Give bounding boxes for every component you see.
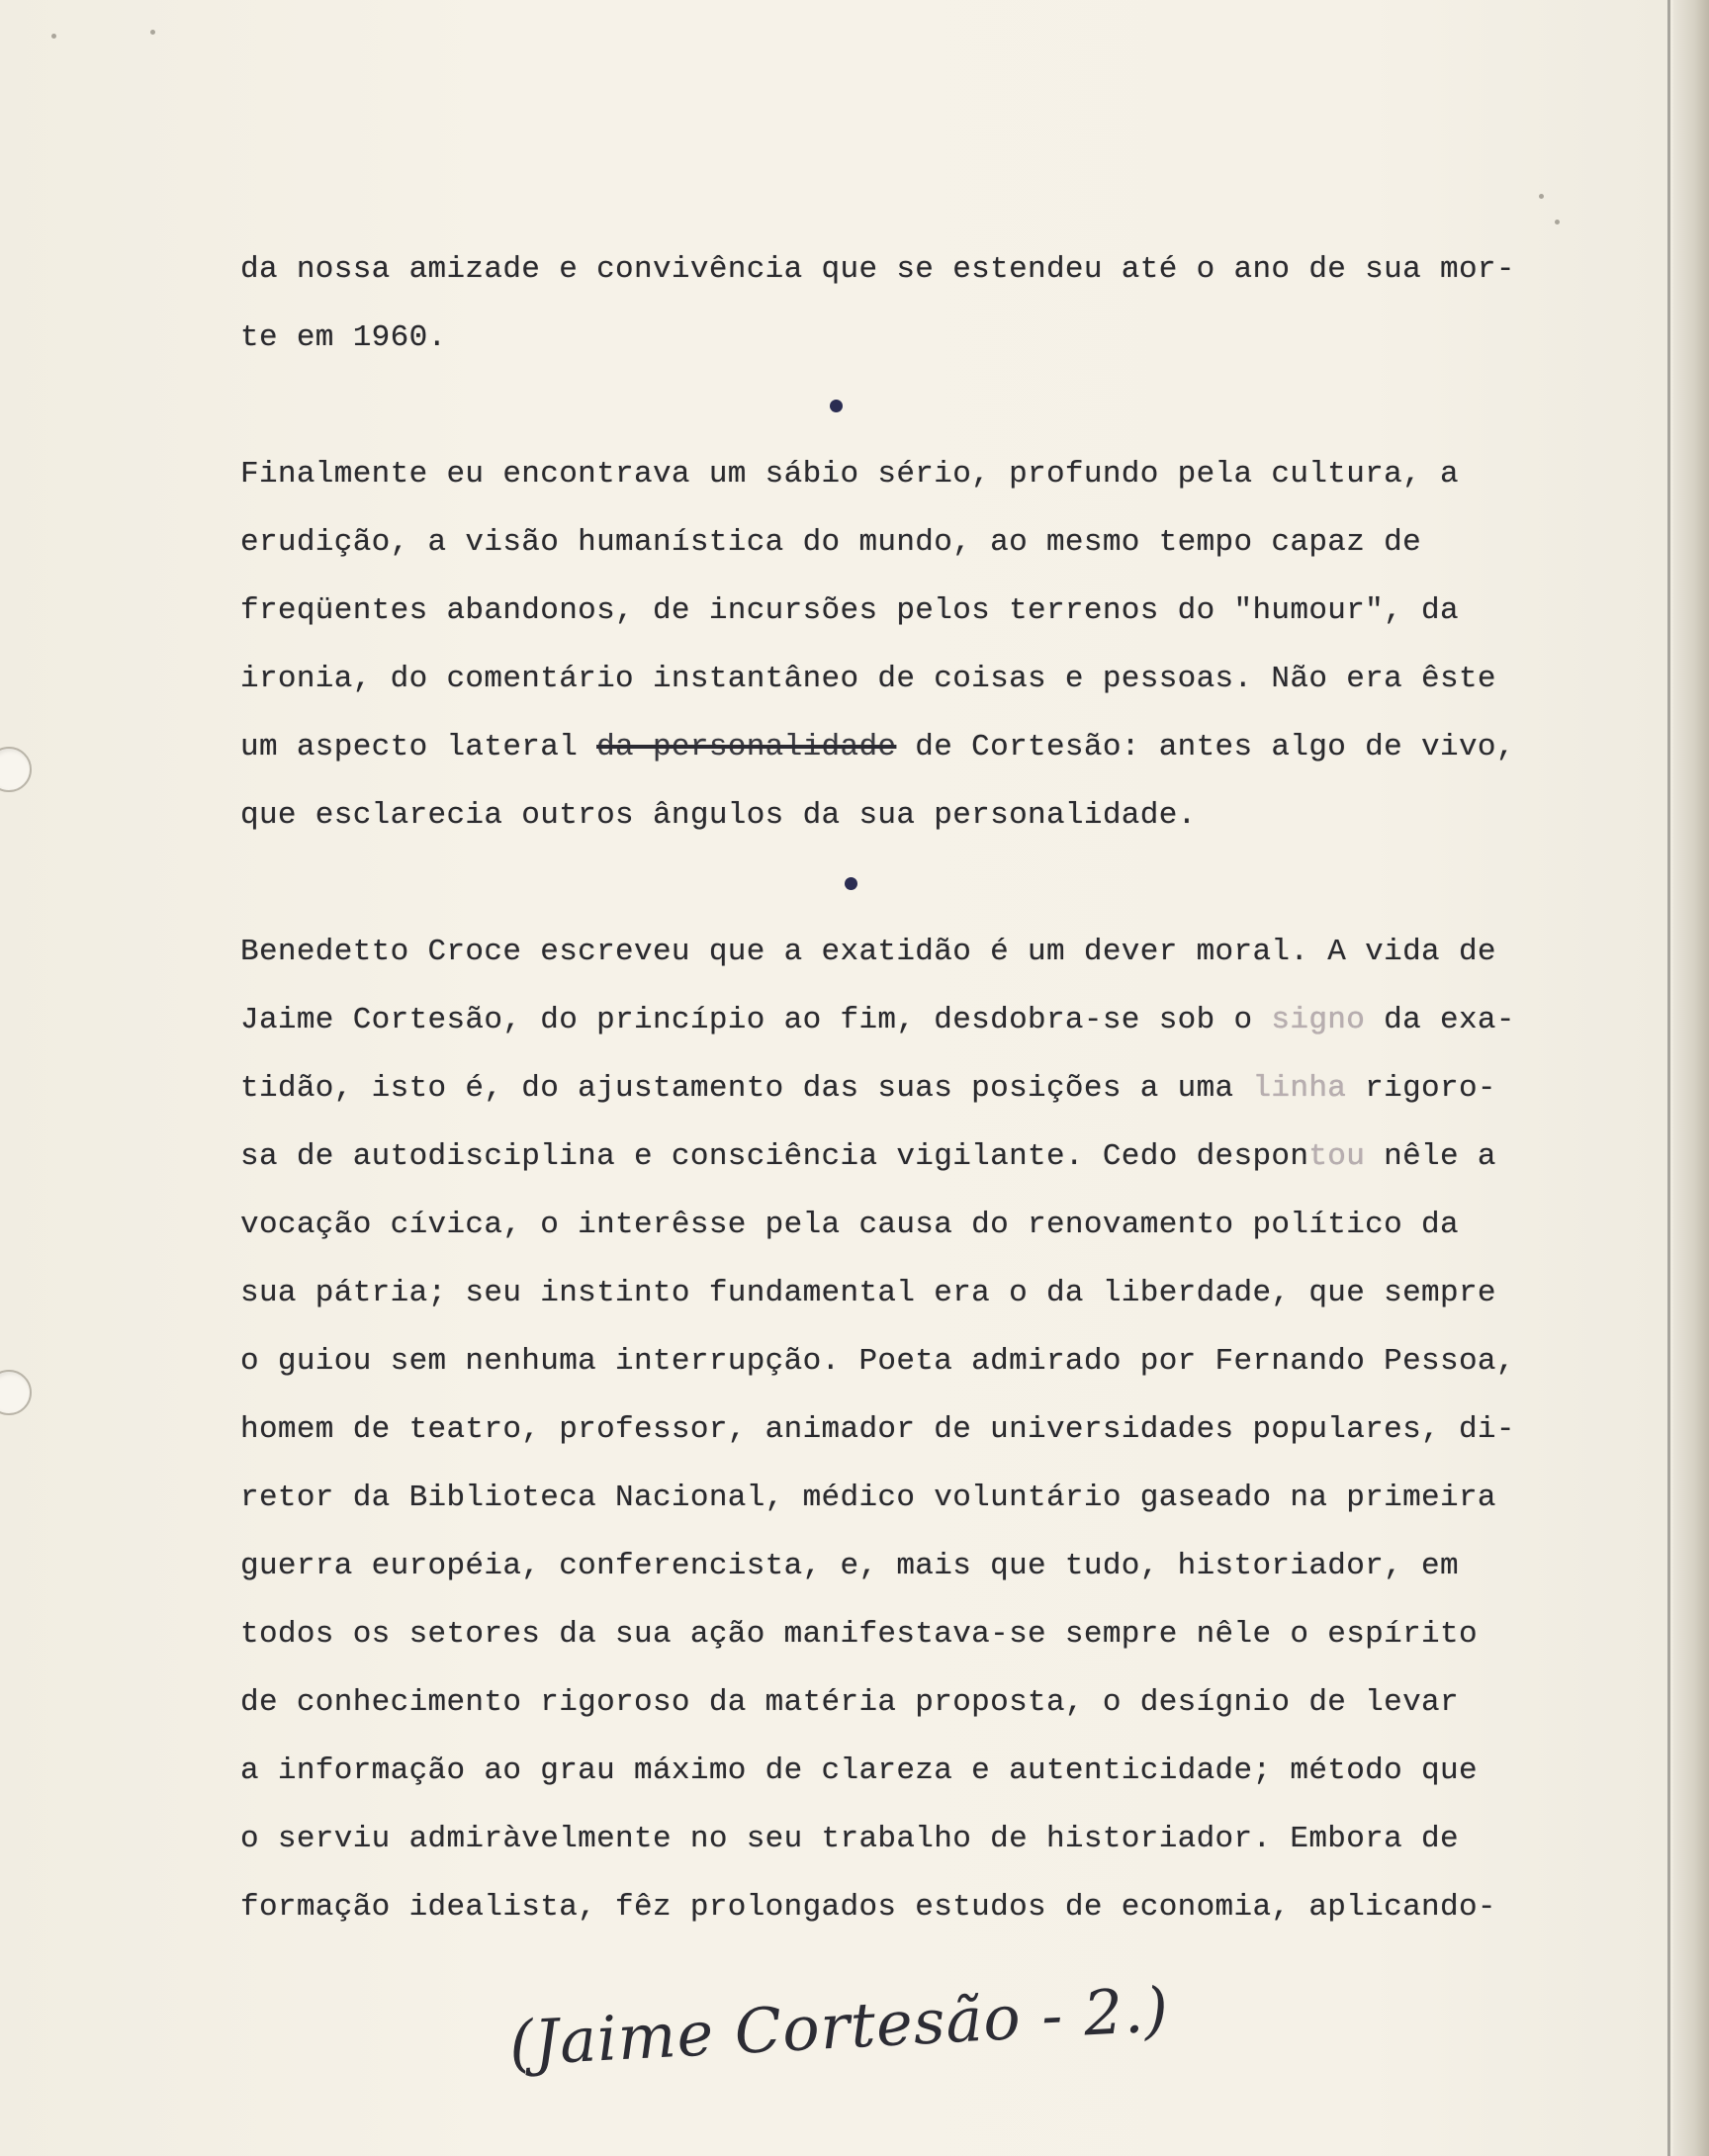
paper-speck xyxy=(150,30,155,35)
text-line xyxy=(240,1123,1625,1191)
text-segment: nêle a xyxy=(1365,1139,1496,1174)
punch-hole xyxy=(0,1370,32,1415)
text-segment: um aspecto lateral xyxy=(240,730,597,764)
text-segment: da exa- xyxy=(1365,1003,1515,1037)
text-segment: de Cortesão: antes algo de vivo, xyxy=(896,730,1515,764)
text-segment: sa de autodisciplina e consciência vigilante. Cedo despon xyxy=(240,1139,1309,1174)
paper-speck xyxy=(1555,220,1560,225)
paper-speck xyxy=(1539,194,1544,199)
text-segment: rigoro- xyxy=(1346,1071,1496,1106)
paper-edge-line xyxy=(1667,0,1670,2156)
text-line: o serviu admiràvelmente no seu trabalho de historiador. Embora de xyxy=(240,1822,1459,1856)
text-line: erudição, a visão humanística do mundo, ao mesmo tempo capaz de xyxy=(240,525,1422,560)
bullet-dot xyxy=(830,400,843,412)
text-line xyxy=(240,713,1625,781)
bullet-dot xyxy=(845,877,857,890)
text-line: todos os setores da sua ação manifestava-se sempre nêle o espírito xyxy=(240,1617,1478,1652)
text-segment: Jaime Cortesão, do princípio ao fim, desdobra-se sob o xyxy=(240,1003,1272,1037)
faint-text: linha xyxy=(1252,1071,1347,1106)
punch-hole xyxy=(0,747,32,792)
text-segment: tidão, isto é, do ajustamento das suas posições a uma xyxy=(240,1071,1253,1106)
text-line: Benedetto Croce escreveu que a exatidão é um dever moral. A vida de xyxy=(240,935,1496,969)
text-line: homem de teatro, professor, animador de universidades populares, di- xyxy=(240,1412,1515,1447)
paper-right-edge xyxy=(1673,0,1709,2156)
text-line xyxy=(240,1054,1625,1123)
faint-text: tou xyxy=(1308,1139,1366,1174)
text-line: o guiou sem nenhuma interrupção. Poeta admirado por Fernando Pessoa, xyxy=(240,1344,1515,1379)
text-line: a informação ao grau máximo de clareza e autenticidade; método que xyxy=(240,1753,1478,1788)
handwritten-note: (Jaime Cortesão - 2.) xyxy=(507,1973,1171,2080)
text-line: ironia, do comentário instantâneo de coisas e pessoas. Não era êste xyxy=(240,662,1496,696)
text-line: Finalmente eu encontrava um sábio sério, profundo pela cultura, a xyxy=(240,457,1459,492)
text-line: guerra européia, conferencista, e, mais que tudo, historiador, em xyxy=(240,1549,1459,1583)
text-line: te em 1960. xyxy=(240,320,447,355)
typed-text-block xyxy=(240,235,1625,1941)
text-line: freqüentes abandonos, de incursões pelos terrenos do "humour", da xyxy=(240,593,1459,628)
text-line: de conhecimento rigoroso da matéria proposta, o desígnio de levar xyxy=(240,1685,1459,1720)
text-line: formação idealista, fêz prolongados estudos de economia, aplicando- xyxy=(240,1890,1496,1925)
paragraph-separator xyxy=(240,372,1625,440)
text-line: da nossa amizade e convivência que se estendeu até o ano de sua mor- xyxy=(240,252,1515,287)
text-line: retor da Biblioteca Nacional, médico voluntário gaseado na primeira xyxy=(240,1481,1496,1515)
struck-out-text: da personalidade xyxy=(596,730,897,764)
faint-text: signo xyxy=(1271,1003,1366,1037)
text-line: sua pátria; seu instinto fundamental era o da liberdade, que sempre xyxy=(240,1276,1496,1310)
text-line: que esclarecia outros ângulos da sua personalidade. xyxy=(240,798,1197,833)
paragraph-separator xyxy=(240,850,1625,918)
text-line xyxy=(240,986,1625,1054)
paper-speck xyxy=(51,34,56,39)
text-line: vocação cívica, o interêsse pela causa do renovamento político da xyxy=(240,1208,1459,1242)
